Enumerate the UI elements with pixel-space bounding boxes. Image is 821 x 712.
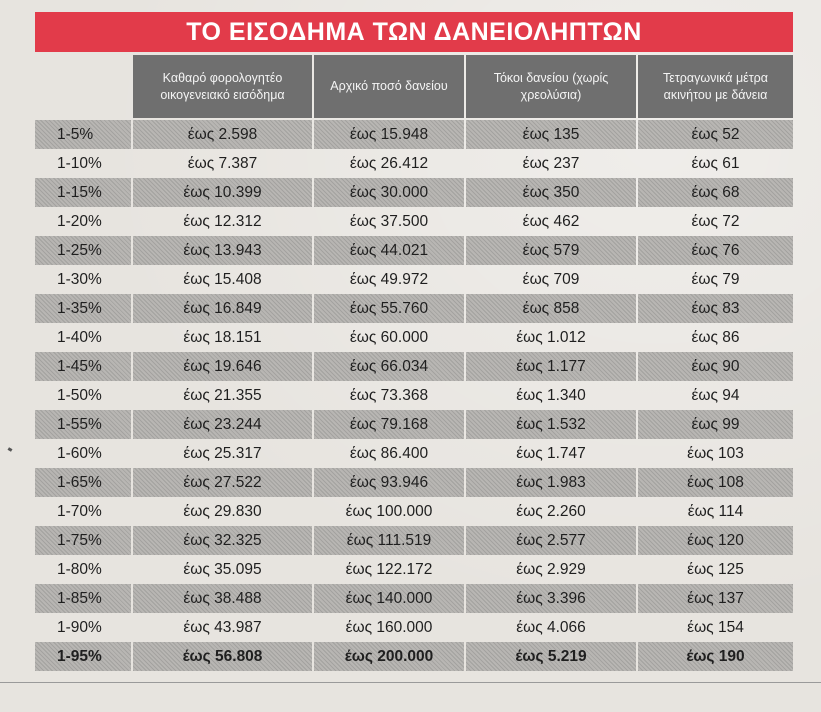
- income-cell: έως 16.849: [133, 294, 312, 323]
- percentile-cell: 1-20%: [57, 213, 102, 230]
- percentile-cell: 1-35%: [35, 294, 131, 323]
- header-loan-amount: Αρχικό ποσό δανείου: [314, 55, 464, 118]
- sqm-cell: έως 52: [638, 120, 793, 149]
- loan-cell: έως 15.948: [314, 120, 464, 149]
- table-row: [35, 352, 793, 381]
- sqm-cell: έως 120: [638, 526, 793, 555]
- loan-cell: έως 37.500: [349, 213, 429, 230]
- header-blank-cell: [35, 55, 131, 118]
- income-cell: έως 23.244: [133, 410, 312, 439]
- interest-cell: έως 1.983: [466, 468, 636, 497]
- percentile-cell: 1-15%: [35, 178, 131, 207]
- income-cell: έως 2.598: [133, 120, 312, 149]
- table-row: [35, 410, 793, 439]
- percentile-cell: 1-55%: [35, 410, 131, 439]
- sqm-cell: έως 99: [638, 410, 793, 439]
- interest-cell: έως 1.532: [466, 410, 636, 439]
- table-row: [35, 178, 793, 207]
- percentile-cell: 1-70%: [57, 503, 102, 520]
- loan-cell: έως 100.000: [345, 503, 433, 520]
- percentile-cell: 1-95%: [35, 642, 131, 671]
- percentile-cell: 1-10%: [57, 155, 102, 172]
- percentile-cell: 1-80%: [57, 561, 102, 578]
- table-row: [35, 584, 793, 613]
- sqm-cell: έως 68: [638, 178, 793, 207]
- interest-cell: έως 3.396: [466, 584, 636, 613]
- table-row: [35, 497, 793, 526]
- percentile-cell: 1-60%: [57, 445, 102, 462]
- table-row: [35, 323, 793, 352]
- percentile-cell: 1-30%: [57, 271, 102, 288]
- loan-cell: έως 30.000: [314, 178, 464, 207]
- interest-cell: έως 709: [522, 271, 580, 288]
- income-cell: έως 18.151: [183, 329, 262, 346]
- sqm-cell: έως 72: [691, 213, 740, 230]
- loan-cell: έως 60.000: [349, 329, 429, 346]
- percentile-cell: 1-75%: [35, 526, 131, 555]
- percentile-cell: 1-50%: [57, 387, 102, 404]
- interest-cell: έως 4.066: [516, 619, 586, 636]
- sqm-cell: έως 137: [638, 584, 793, 613]
- table-row: [35, 526, 793, 555]
- sqm-cell: έως 83: [638, 294, 793, 323]
- sqm-cell: έως 108: [638, 468, 793, 497]
- table-header: [35, 55, 793, 118]
- interest-cell: έως 1.177: [466, 352, 636, 381]
- loan-cell: έως 93.946: [314, 468, 464, 497]
- table-row: [35, 207, 793, 236]
- sqm-cell: έως 114: [687, 503, 744, 520]
- interest-cell: έως 350: [466, 178, 636, 207]
- table-row: [35, 149, 793, 178]
- income-cell: έως 19.646: [133, 352, 312, 381]
- income-cell: έως 32.325: [133, 526, 312, 555]
- interest-cell: έως 135: [466, 120, 636, 149]
- table-row: [35, 265, 793, 294]
- loan-cell: έως 122.172: [345, 561, 433, 578]
- percentile-cell: 1-25%: [35, 236, 131, 265]
- loan-cell: έως 49.972: [349, 271, 429, 288]
- table-row: [35, 642, 793, 671]
- loan-cell: έως 26.412: [349, 155, 429, 172]
- income-cell: έως 29.830: [183, 503, 262, 520]
- income-cell: έως 13.943: [133, 236, 312, 265]
- income-cell: έως 43.987: [183, 619, 262, 636]
- loan-cell: έως 66.034: [314, 352, 464, 381]
- table-row: [35, 236, 793, 265]
- interest-cell: έως 2.260: [516, 503, 586, 520]
- income-cell: έως 21.355: [183, 387, 262, 404]
- sqm-cell: έως 94: [691, 387, 740, 404]
- income-cell: έως 38.488: [133, 584, 312, 613]
- percentile-cell: 1-65%: [35, 468, 131, 497]
- loan-cell: έως 79.168: [314, 410, 464, 439]
- income-cell: έως 7.387: [187, 155, 258, 172]
- interest-cell: έως 5.219: [466, 642, 636, 671]
- loan-cell: έως 200.000: [314, 642, 464, 671]
- percentile-cell: 1-40%: [57, 329, 102, 346]
- sqm-cell: έως 79: [691, 271, 740, 288]
- interest-cell: έως 2.929: [516, 561, 586, 578]
- loan-cell: έως 140.000: [314, 584, 464, 613]
- header-square-meters: Τετραγωνικά μέτρα ακινήτου με δάνεια: [638, 55, 793, 118]
- sqm-cell: έως 190: [638, 642, 793, 671]
- table-row: [35, 468, 793, 497]
- interest-cell: έως 579: [466, 236, 636, 265]
- table-body: [35, 120, 793, 671]
- sqm-cell: έως 154: [687, 619, 744, 636]
- table-row: [35, 120, 793, 149]
- income-cell: έως 35.095: [183, 561, 262, 578]
- percentile-cell: 1-5%: [35, 120, 131, 149]
- income-cell: έως 10.399: [133, 178, 312, 207]
- sqm-cell: έως 125: [687, 561, 744, 578]
- loan-cell: έως 111.519: [314, 526, 464, 555]
- interest-cell: έως 1.747: [516, 445, 586, 462]
- loan-cell: έως 73.368: [349, 387, 429, 404]
- sqm-cell: έως 90: [638, 352, 793, 381]
- loan-cell: έως 55.760: [314, 294, 464, 323]
- interest-cell: έως 462: [522, 213, 580, 230]
- interest-cell: έως 237: [522, 155, 580, 172]
- table-row: [35, 294, 793, 323]
- sqm-cell: έως 76: [638, 236, 793, 265]
- income-cell: έως 27.522: [133, 468, 312, 497]
- income-table-infobox: [35, 12, 793, 665]
- sqm-cell: έως 61: [691, 155, 740, 172]
- infobox-title: ΤΟ ΕΙΣΟΔΗΜΑ ΤΩΝ ΔΑΝΕΙΟΛΗΠΤΩΝ: [35, 12, 793, 52]
- loan-cell: έως 86.400: [349, 445, 429, 462]
- interest-cell: έως 858: [466, 294, 636, 323]
- table-row: [35, 555, 793, 584]
- loan-cell: έως 44.021: [314, 236, 464, 265]
- percentile-cell: 1-45%: [35, 352, 131, 381]
- income-cell: έως 25.317: [183, 445, 262, 462]
- table-row: [35, 439, 793, 468]
- loan-cell: έως 160.000: [345, 619, 433, 636]
- interest-cell: έως 1.012: [516, 329, 586, 346]
- percentile-cell: 1-85%: [35, 584, 131, 613]
- table-row: [35, 381, 793, 410]
- sqm-cell: έως 86: [691, 329, 740, 346]
- header-income: Καθαρό φορολογητέο οικογενειακό εισόδημα: [133, 55, 312, 118]
- percentile-cell: 1-90%: [57, 619, 102, 636]
- sqm-cell: έως 103: [687, 445, 744, 462]
- interest-cell: έως 1.340: [516, 387, 586, 404]
- page-divider-line: [0, 682, 821, 683]
- income-cell: έως 15.408: [183, 271, 262, 288]
- income-cell: έως 56.808: [133, 642, 312, 671]
- income-cell: έως 12.312: [183, 213, 262, 230]
- header-interest: Τόκοι δανείου (χωρίς χρεολύσια): [466, 55, 636, 118]
- table-row: [35, 613, 793, 642]
- interest-cell: έως 2.577: [466, 526, 636, 555]
